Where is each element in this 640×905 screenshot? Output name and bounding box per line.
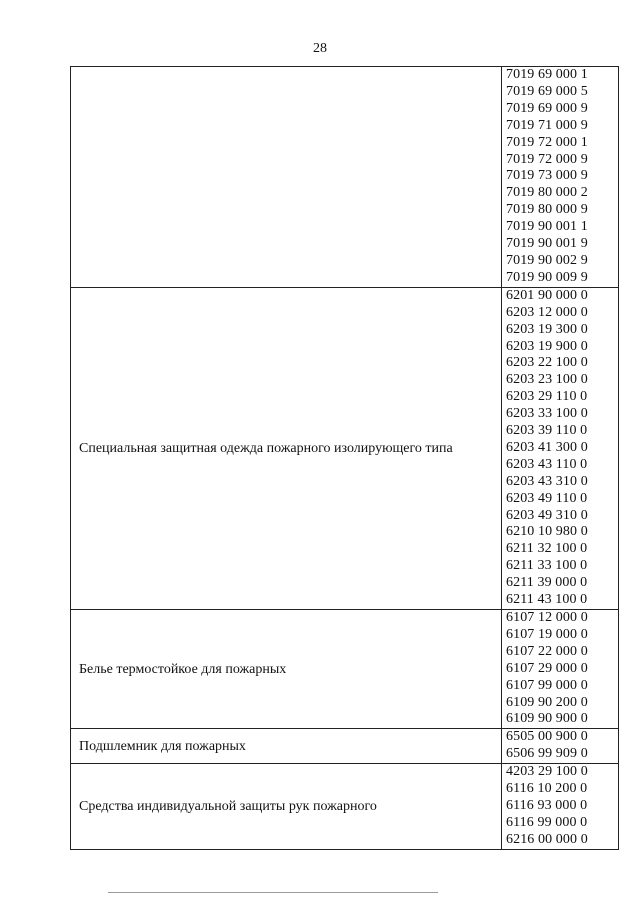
tn-ved-code: 7019 90 002 9: [506, 252, 588, 268]
tn-ved-code: 7019 72 000 1: [506, 134, 588, 150]
tn-ved-code: 6203 22 100 0: [506, 355, 588, 371]
tn-ved-code: 6203 29 110 0: [506, 389, 588, 405]
table-row: [71, 67, 619, 288]
tn-ved-code: 6109 90 900 0: [506, 711, 588, 727]
tn-ved-code: 6203 49 110 0: [506, 490, 588, 506]
tn-ved-code: 7019 80 000 9: [506, 202, 588, 218]
tn-ved-code: 6203 19 300 0: [506, 321, 588, 337]
tn-ved-code: 6203 49 310 0: [506, 507, 588, 523]
tn-ved-code: 4203 29 100 0: [506, 764, 588, 780]
code-cell: [502, 287, 619, 609]
tn-ved-code: 6107 12 000 0: [506, 610, 588, 625]
tn-ved-code: 7019 80 000 2: [506, 185, 588, 201]
tn-ved-code: 6109 90 200 0: [506, 694, 588, 710]
product-name-cell: [71, 67, 502, 288]
tn-ved-code: 6505 00 900 0: [506, 729, 588, 745]
tn-ved-code: 6211 33 100 0: [506, 558, 588, 574]
tn-ved-code: 6201 90 000 0: [506, 287, 588, 303]
product-name-cell: Подшлемник для пожарных: [71, 729, 502, 764]
footer-divider: [108, 892, 438, 893]
tn-ved-code: 7019 90 001 9: [506, 236, 588, 252]
tn-ved-code: 7019 69 000 9: [506, 100, 588, 116]
tn-ved-code: 6203 19 900 0: [506, 338, 588, 354]
code-cell: [502, 764, 619, 850]
tn-ved-code: 6210 10 980 0: [506, 524, 588, 540]
tn-ved-code: 7019 73 000 9: [506, 168, 588, 184]
code-cell: [502, 610, 619, 729]
classification-table: [70, 66, 619, 850]
tn-ved-code: 6203 41 300 0: [506, 439, 588, 455]
tn-ved-code: 6506 99 909 0: [506, 746, 588, 762]
tn-ved-code: 7019 71 000 9: [506, 117, 588, 133]
table-row: [71, 610, 619, 729]
tn-ved-code: 6216 00 000 0: [506, 831, 588, 847]
tn-ved-code: 6107 19 000 0: [506, 626, 588, 642]
tn-ved-code: 6211 39 000 0: [506, 575, 588, 591]
product-name-cell: Специальная защитная одежда пожарного изолирующего типа: [71, 287, 502, 609]
tn-ved-code: 6116 10 200 0: [506, 781, 588, 797]
tn-ved-code: 6203 12 000 0: [506, 304, 588, 320]
product-name-cell: Средства индивидуальной защиты рук пожарного: [71, 764, 502, 850]
tn-ved-code: 7019 90 001 1: [506, 219, 588, 235]
tn-ved-code: 6116 93 000 0: [506, 797, 588, 813]
tn-ved-code: 6211 43 100 0: [506, 592, 588, 608]
code-cell: [502, 67, 619, 288]
tn-ved-code: 6211 32 100 0: [506, 541, 588, 557]
page-number: 28: [313, 41, 327, 56]
product-name-cell: Белье термостойкое для пожарных: [71, 610, 502, 729]
tn-ved-code: 7019 90 009 9: [506, 269, 588, 285]
tn-ved-code: 6203 43 310 0: [506, 473, 588, 489]
table-row: [71, 764, 619, 850]
tn-ved-code: 7019 72 000 9: [506, 151, 588, 167]
tn-ved-code: 7019 69 000 1: [506, 67, 588, 82]
code-cell: [502, 729, 619, 764]
table-row: [71, 729, 619, 764]
tn-ved-code: 6107 99 000 0: [506, 677, 588, 693]
tn-ved-code: 6107 29 000 0: [506, 660, 588, 676]
tn-ved-code: 6107 22 000 0: [506, 643, 588, 659]
tn-ved-code: 6203 39 110 0: [506, 423, 588, 439]
tn-ved-code: 7019 69 000 5: [506, 83, 588, 99]
tn-ved-code: 6203 43 110 0: [506, 456, 588, 472]
tn-ved-code: 6116 99 000 0: [506, 814, 588, 830]
table-row: [71, 287, 619, 609]
tn-ved-code: 6203 33 100 0: [506, 406, 588, 422]
tn-ved-code: 6203 23 100 0: [506, 372, 588, 388]
